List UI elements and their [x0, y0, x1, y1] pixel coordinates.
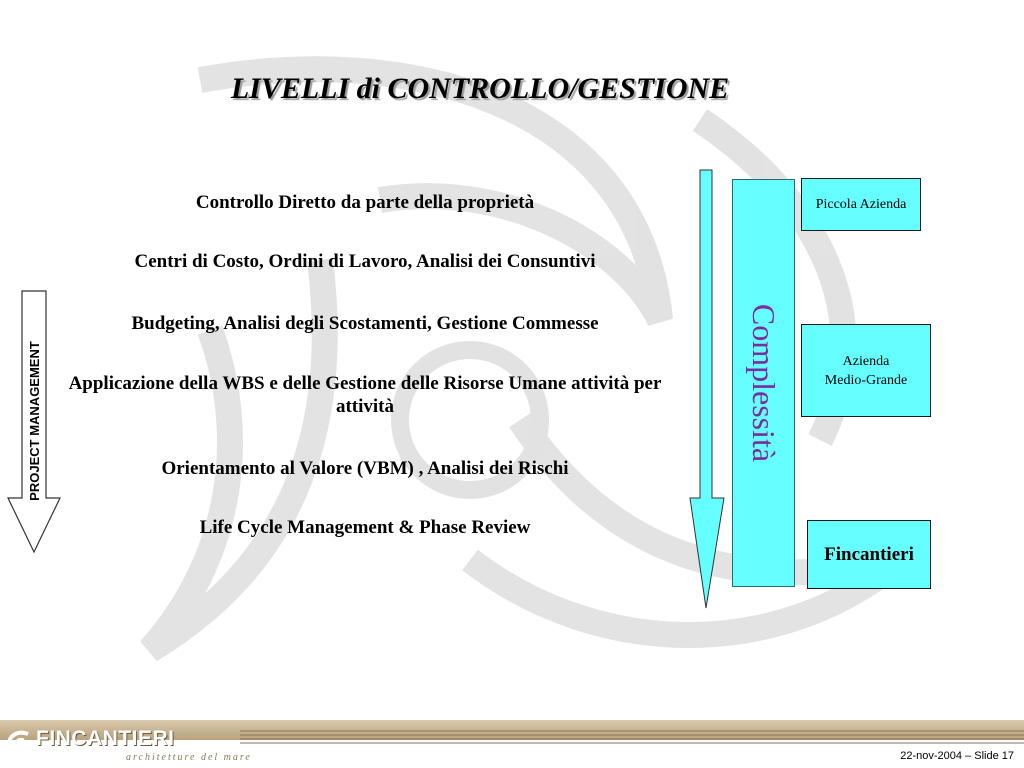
project-management-label: PROJECT MANAGEMENT — [27, 341, 42, 501]
fincantieri-logo-icon — [6, 730, 32, 758]
complexity-down-arrow — [688, 168, 728, 610]
fincantieri-box: Fincantieri — [807, 520, 931, 589]
list-item: Controllo Diretto da parte della proprietà — [195, 192, 535, 213]
footer-date-slide: 22-nov-2004 – Slide 17 — [900, 750, 1014, 762]
list-item: Orientamento al Valore (VBM) , Analisi dei Rischi — [161, 458, 569, 479]
list-item: Centri di Costo, Ordini di Lavoro, Analisi dei Consuntivi — [134, 251, 596, 272]
footer-tagline: architetture del mare — [126, 752, 252, 763]
footer-logo-text: FINCANTIERI — [36, 727, 175, 750]
list-item: Applicazione della WBS e delle Gestione delle Risorse Umane attività per attività — [68, 373, 662, 417]
list-item: Budgeting, Analisi degli Scostamenti, Gestione Commesse — [131, 313, 599, 334]
footer-decor-lines — [240, 728, 1024, 750]
slide-title: LIVELLI di CONTROLLO/GESTIONE — [230, 72, 730, 105]
list-item: Life Cycle Management & Phase Review — [199, 517, 531, 538]
complexity-label: Complessità — [746, 303, 782, 463]
medium-large-company-box: Azienda Medio-Grande — [801, 324, 931, 417]
small-company-box: Piccola Azienda — [801, 178, 921, 231]
